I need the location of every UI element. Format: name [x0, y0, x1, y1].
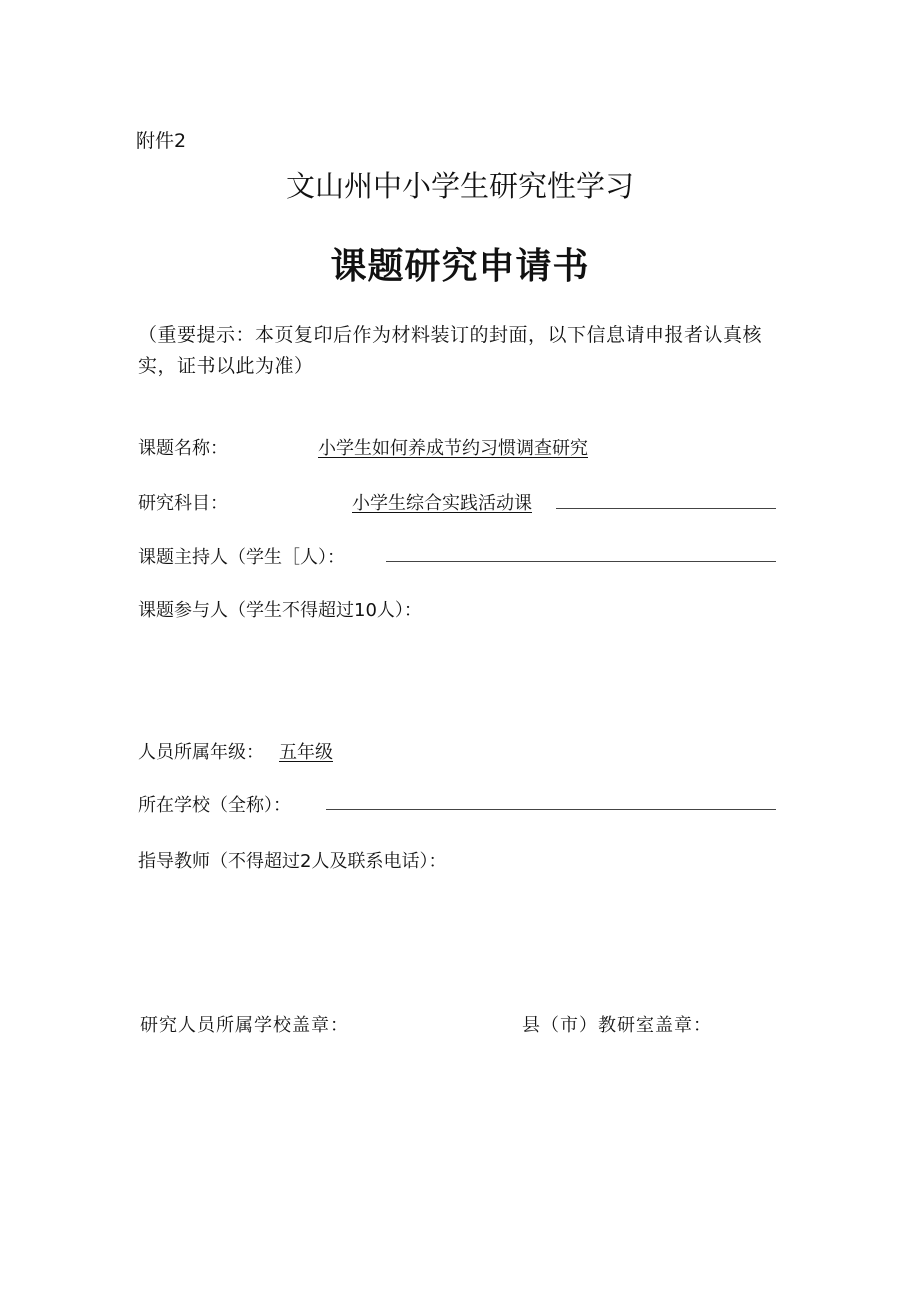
school-seal-label: 研究人员所属学校盖章： [140, 1015, 349, 1036]
research-subject-label: 研究科目： [138, 493, 228, 514]
school-underline [326, 809, 776, 810]
document-subtitle: 文山州中小学生研究性学习 [285, 169, 634, 203]
research-subject-value: 小学生综合实践活动课 [352, 493, 532, 514]
participants-label: 课题参与人（学生不得超过10人）： [138, 600, 422, 621]
host-underline [386, 561, 776, 562]
important-notice: （重要提示：本页复印后作为材料装订的封面，以下信息请申报者认真核实，证书以此为准） [138, 324, 763, 377]
document-title: 课题研究申请书 [330, 246, 590, 287]
county-seal-label: 县（市）教研室盖章： [522, 1015, 712, 1036]
grade-value: 五年级 [279, 742, 333, 763]
grade-label: 人员所属年级： [138, 742, 264, 763]
research-subject-underline [556, 508, 776, 509]
school-label: 所在学校（全称）： [138, 795, 291, 816]
host-label: 课题主持人（学生［人）： [138, 547, 345, 568]
topic-name-value: 小学生如何养成节约习惯调查研究 [318, 438, 588, 459]
topic-name-label: 课题名称： [138, 438, 228, 459]
attachment-label: 附件2 [136, 130, 187, 152]
advisor-label: 指导教师（不得超过2人及联系电话）： [138, 851, 447, 872]
